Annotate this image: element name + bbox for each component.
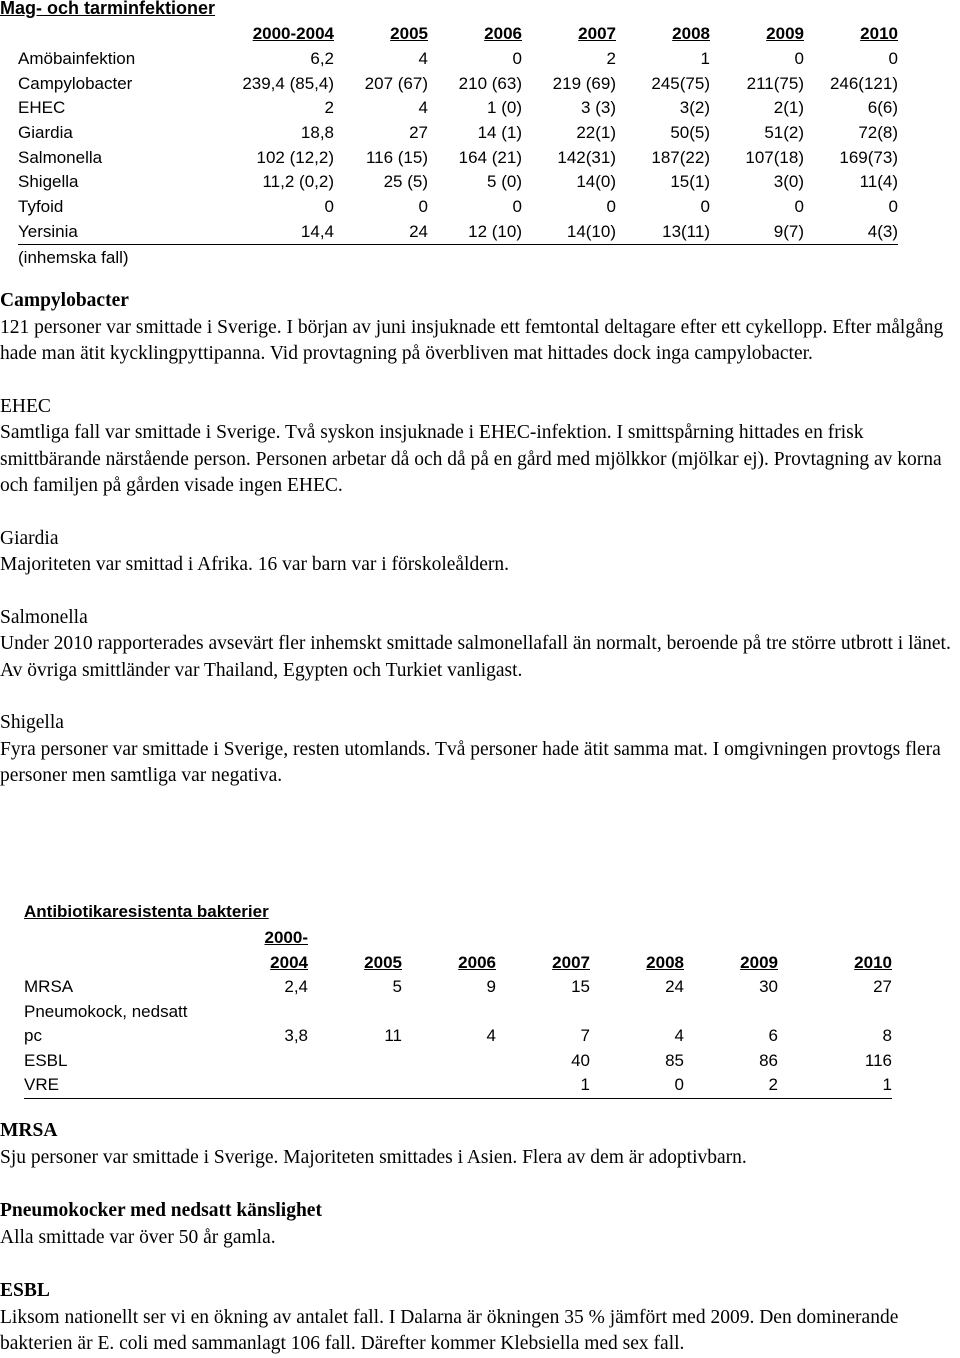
table-cell	[308, 1049, 402, 1074]
table-cell: 30	[759, 977, 778, 997]
infections-table	[18, 22, 898, 270]
table-cell: 0	[512, 197, 522, 217]
section-heading: MRSA	[0, 1120, 58, 1141]
section-text: Liksom nationellt ser vi en ökning av antalet fall. I Dalarna är ökningen 35 % jämfört med 2009. Den dominerande bakterien är E. coli med sammanlagt 106 fall. Därefter kommer Klebsiella med sex fall.	[0, 1306, 899, 1354]
table-cell: 25 (5)	[383, 172, 428, 192]
table-row	[24, 1000, 892, 1025]
antibiotic-resistance-table	[24, 926, 892, 1099]
section-heading: ESBL	[0, 1280, 50, 1301]
table-footnote: (inhemska fall)	[18, 247, 129, 267]
table-cell: 11	[384, 1026, 402, 1046]
table-cell: 11,2 (0,2)	[262, 172, 334, 192]
column-header: 2008	[672, 24, 710, 44]
table-cell	[308, 1073, 402, 1098]
table-cell	[308, 1000, 402, 1025]
row-label: Yersinia	[18, 220, 168, 245]
table-cell: 6(6)	[867, 98, 898, 118]
table-cell: 24	[334, 220, 428, 245]
table-cell: 0	[512, 49, 522, 69]
row-label: ESBL	[24, 1050, 68, 1070]
table-cell: 7	[580, 1026, 590, 1046]
table-cell: 4(3)	[804, 220, 898, 245]
table-row	[24, 1024, 892, 1049]
column-header: 2010	[854, 952, 892, 972]
row-label: pc	[24, 1026, 42, 1046]
table-cell: 4	[418, 98, 428, 118]
table-header-row	[24, 951, 892, 976]
table-cell: 3,8	[284, 1026, 308, 1046]
column-header: 2010	[860, 24, 898, 44]
table-cell: 9(7)	[710, 220, 804, 245]
table-cell: 2	[606, 49, 616, 69]
table-cell: 22(1)	[576, 123, 616, 143]
table-cell	[684, 1000, 778, 1025]
table-row	[24, 975, 892, 1000]
table-cell: 1	[700, 49, 710, 69]
table-header-row	[24, 926, 892, 951]
section-text: Majoriteten var smittad i Afrika. 16 var barn var i förskoleåldern.	[0, 554, 509, 575]
table-cell	[590, 1000, 684, 1025]
table-cell: 9	[486, 977, 496, 997]
row-label: MRSA	[24, 977, 74, 997]
column-header: 2007	[578, 24, 616, 44]
table-cell: 187(22)	[651, 147, 710, 167]
table-cell: 0	[418, 197, 428, 217]
table-cell: 40	[571, 1050, 590, 1070]
table-cell: 3(2)	[679, 98, 710, 118]
abr-title: Antibiotikaresistenta bakterier	[24, 902, 269, 921]
note-section	[0, 526, 960, 579]
table-cell: 6	[768, 1026, 778, 1046]
table-cell: 15(1)	[670, 172, 710, 192]
table-cell: 1	[778, 1073, 892, 1098]
table-cell	[402, 1049, 496, 1074]
table-cell: 51(2)	[764, 123, 804, 143]
table-cell	[214, 1049, 308, 1074]
table-cell: 0	[888, 197, 898, 217]
table-cell: 1	[496, 1073, 590, 1098]
table-cell: 8	[882, 1026, 892, 1046]
table-cell: 169(73)	[839, 147, 898, 167]
column-header: 2004	[270, 952, 308, 972]
column-header: 2006	[458, 952, 496, 972]
table-cell: 116 (15)	[365, 147, 428, 167]
column-header: 2009	[740, 952, 778, 972]
table-cell: 245(75)	[651, 73, 710, 93]
column-header: 2009	[766, 24, 804, 44]
table-footnote-row	[18, 245, 898, 270]
table-cell: 0	[794, 49, 804, 69]
column-header: 2007	[552, 952, 590, 972]
table-row	[18, 195, 898, 220]
row-label: Shigella	[18, 172, 79, 192]
column-header: 2000-2004	[252, 24, 334, 44]
table-row	[18, 170, 898, 195]
infection-notes	[0, 288, 960, 790]
table-cell	[778, 1000, 892, 1025]
table-cell: 14(10)	[522, 220, 616, 245]
table-cell: 164 (21)	[458, 147, 522, 167]
table-cell: 0	[324, 197, 334, 217]
table-cell: 1 (0)	[487, 98, 522, 118]
row-label: Pneumokock, nedsatt	[24, 1001, 188, 1021]
table-row	[18, 220, 898, 245]
table-cell: 4	[486, 1026, 496, 1046]
row-label: Tyfoid	[18, 197, 64, 217]
table-cell: 50(5)	[670, 123, 710, 143]
row-label: Campylobacter	[18, 73, 133, 93]
column-header	[18, 22, 168, 47]
table-header-row	[18, 22, 898, 47]
table-cell: 72(8)	[858, 123, 898, 143]
table-row	[24, 1073, 892, 1098]
section-text: Under 2010 rapporterades avsevärt fler inhemskt smittade salmonellafall än normalt, beroende på tre större utbrott i länet. Av övriga smittländer var Thailand, Egypten och Turkiet vanligast.	[0, 633, 951, 681]
table-cell: 5 (0)	[487, 172, 522, 192]
table-cell: 211(75)	[746, 73, 804, 93]
section-text: Fyra personer var smittade i Sverige, resten utomlands. Två personer hade ätit samma mat. I omgivningen provtogs flera personer men samtliga var negativa.	[0, 738, 941, 786]
table-cell	[402, 1073, 496, 1098]
note-section	[0, 605, 960, 685]
table-cell: 3(0)	[773, 172, 804, 192]
table-row	[18, 71, 898, 96]
section-heading: Campylobacter	[0, 290, 129, 311]
table-cell: 24	[665, 977, 684, 997]
table-cell: 0	[700, 197, 710, 217]
section-heading: Salmonella	[0, 606, 88, 628]
table-cell: 246(121)	[829, 73, 898, 93]
table-cell: 12 (10)	[428, 220, 522, 245]
column-header: 2000-	[264, 928, 308, 948]
row-label: Giardia	[18, 123, 73, 143]
table-cell	[496, 1000, 590, 1025]
table-cell: 3 (3)	[581, 98, 616, 118]
table-cell: 2(1)	[773, 98, 804, 118]
table-row	[18, 145, 898, 170]
table-cell	[402, 1000, 496, 1025]
table-row	[18, 121, 898, 146]
table-cell: 14(0)	[576, 172, 616, 192]
table-cell: 15	[571, 977, 590, 997]
table-cell: 27	[409, 123, 428, 143]
table-row	[18, 96, 898, 121]
table-cell: 18,8	[300, 123, 334, 143]
column-header: 2005	[390, 24, 428, 44]
table-cell: 239,4 (85,4)	[242, 73, 334, 93]
table-cell: 5	[392, 977, 402, 997]
table-cell: 85	[665, 1050, 684, 1070]
table-cell: 0	[590, 1073, 684, 1098]
note-section	[0, 288, 960, 368]
column-header: 2005	[364, 952, 402, 972]
column-header: 2008	[646, 952, 684, 972]
table-cell: 14 (1)	[477, 123, 522, 143]
table-cell: 2	[324, 98, 334, 118]
table-cell	[214, 1000, 308, 1025]
column-header: 2006	[484, 24, 522, 44]
note-section	[0, 1278, 960, 1358]
table-cell: 13(11)	[616, 220, 710, 245]
table-cell: 142(31)	[557, 147, 616, 167]
table-cell: 207 (67)	[364, 73, 428, 93]
table-row	[24, 1049, 892, 1074]
table-cell: 0	[606, 197, 616, 217]
table-row	[18, 47, 898, 72]
row-label: VRE	[24, 1073, 214, 1098]
note-section	[0, 394, 960, 500]
row-label: EHEC	[18, 98, 66, 118]
row-label: Amöbainfektion	[18, 49, 136, 69]
table-cell: 0	[794, 197, 804, 217]
section-text: Alla smittade var över 50 år gamla.	[0, 1226, 276, 1248]
resistance-notes	[0, 1118, 960, 1358]
section-title: Mag- och tarminfektioner	[0, 0, 216, 18]
table-cell: 11(4)	[859, 172, 898, 192]
table-cell: 102 (12,2)	[256, 147, 334, 167]
table-cell: 4	[418, 49, 428, 69]
section-heading: EHEC	[0, 395, 51, 417]
row-label: Salmonella	[18, 147, 103, 167]
table-cell: 2	[684, 1073, 778, 1098]
table-cell: 116	[864, 1050, 892, 1070]
section-heading: Giardia	[0, 527, 59, 549]
table-cell: 210 (63)	[458, 73, 522, 93]
table-cell: 6,2	[310, 49, 334, 69]
table-cell: 107(18)	[745, 147, 804, 167]
table-cell: 2,4	[284, 977, 308, 997]
section-text: Sju personer var smittade i Sverige. Majoriteten smittades i Asien. Flera av dem är adoptivbarn.	[0, 1146, 747, 1168]
note-section	[0, 1118, 960, 1171]
table-cell: 0	[888, 49, 898, 69]
section-text: 121 personer var smittade i Sverige. I början av juni insjuknade ett femtontal deltagare efter ett cykellopp. Efter målgång hade man ätit kycklingpyttipanna. Vid provtagning på överbliven mat hittades dock inga campylobacter.	[0, 316, 944, 364]
note-section	[0, 710, 960, 790]
section-text: Samtliga fall var smittade i Sverige. Två syskon insjuknade i EHEC-infektion. I smittspårning hittades en frisk smittbärande närstående person. Personen arbetar då och då på en gård med mjölkkor (mjölkar ej). Provtagning av korna och familjen på gården visade ingen EHEC.	[0, 422, 942, 496]
table-cell	[214, 1073, 308, 1098]
table-cell: 27	[873, 977, 892, 997]
column-header	[24, 951, 214, 976]
table-cell: 4	[674, 1026, 684, 1046]
section-heading: Shigella	[0, 712, 64, 733]
table-cell: 86	[759, 1050, 778, 1070]
table-cell: 14,4	[168, 220, 334, 245]
section-heading: Pneumokocker med nedsatt känslighet	[0, 1200, 322, 1221]
note-section	[0, 1198, 960, 1251]
table-cell: 219 (69)	[552, 73, 616, 93]
